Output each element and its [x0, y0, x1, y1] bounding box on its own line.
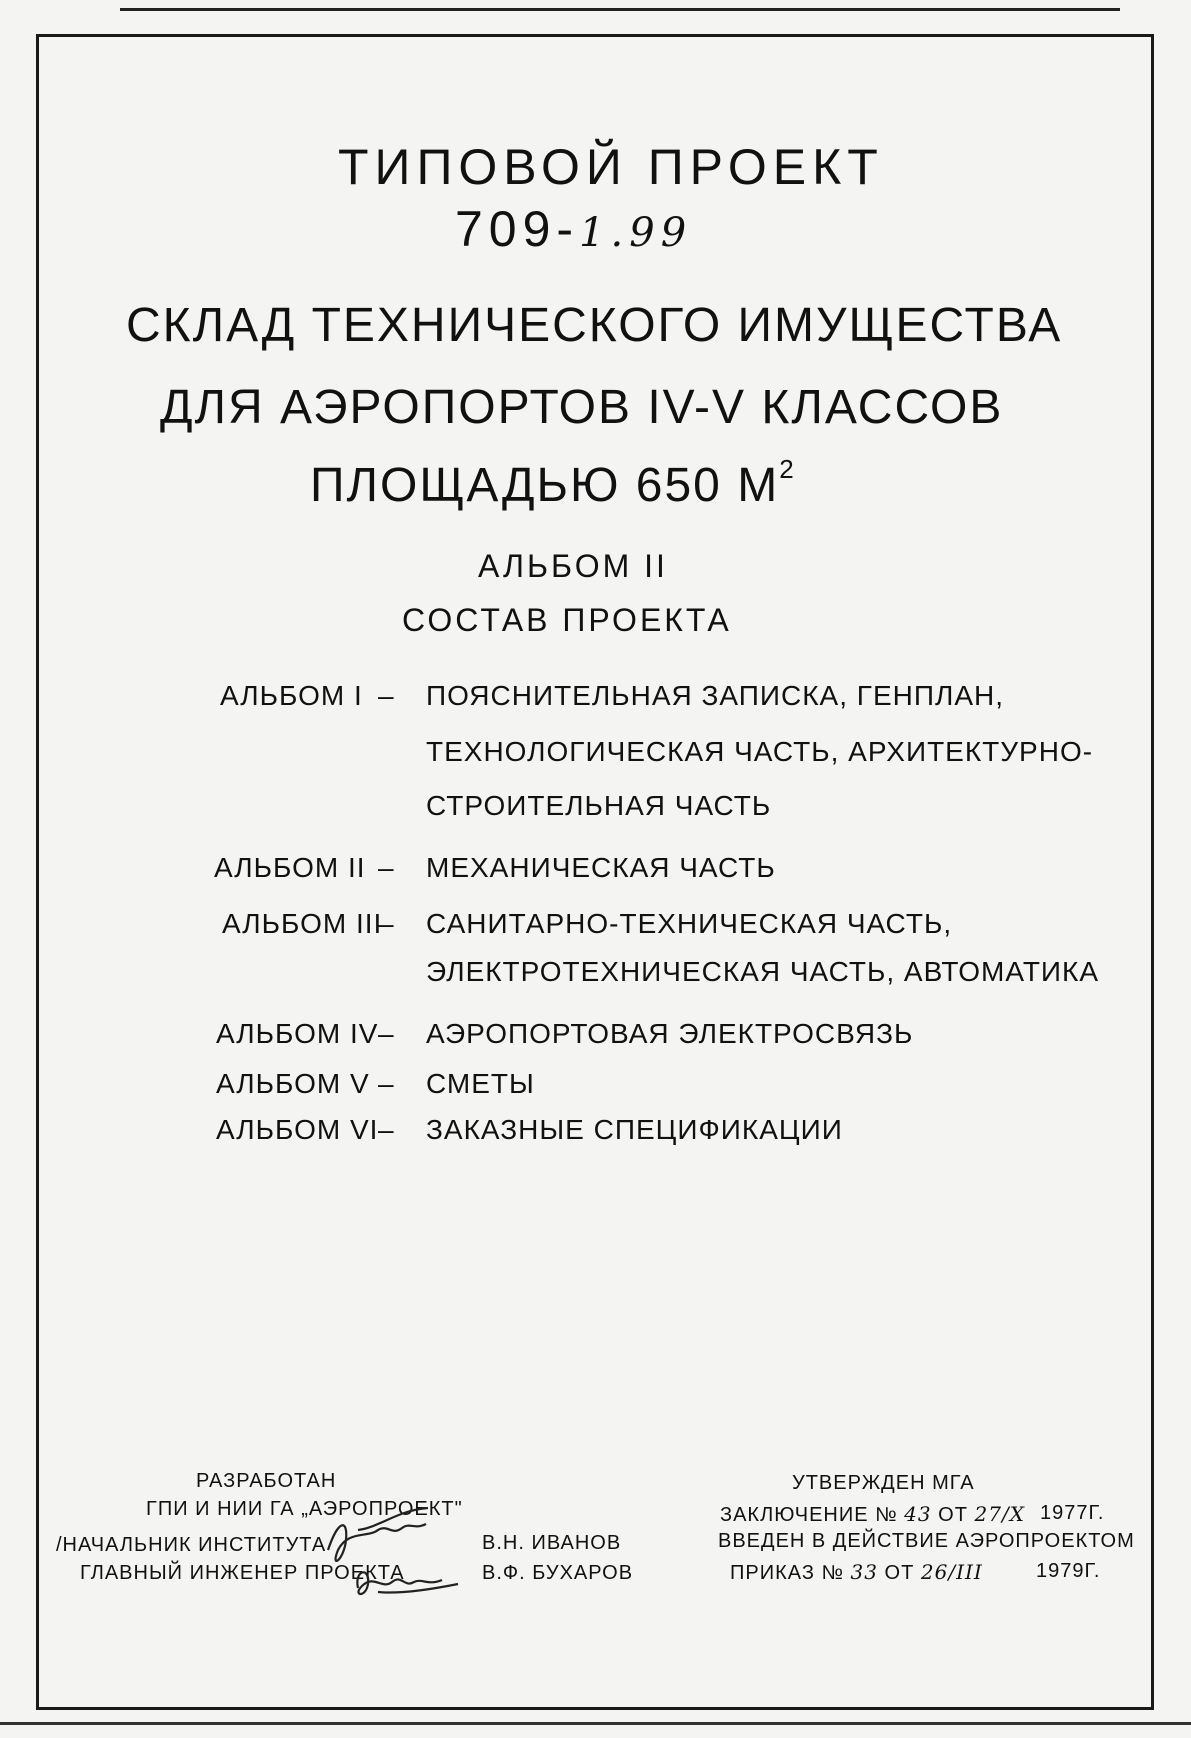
order-date: 26/III: [920, 1560, 983, 1584]
conclusion-line: [720, 1502, 1025, 1527]
order-prefix: ПРИКАЗ №: [730, 1562, 844, 1584]
album-2-label: АЛЬБОМ II: [214, 852, 366, 883]
director-title: /НАЧАЛЬНИК ИНСТИТУТА: [56, 1534, 327, 1556]
project-number-printed: 709-: [455, 201, 580, 257]
order-number: 33: [850, 1560, 878, 1584]
album-3-dash: –: [378, 908, 395, 939]
chief-engineer-title: ГЛАВНЫЙ ИНЖЕНЕР ПРОЕКТА: [80, 1562, 405, 1584]
album-1-label: АЛЬБОМ I: [220, 680, 363, 711]
director-name: В.Н. ИВАНОВ: [482, 1532, 622, 1554]
developed-by-label: РАЗРАБОТАН: [196, 1470, 337, 1492]
conclusion-number: 43: [904, 1502, 932, 1526]
approved-by-label: УТВЕРЖДЕН МГА: [792, 1472, 975, 1494]
album-1-line-3: СТРОИТЕЛЬНАЯ ЧАСТЬ: [426, 790, 772, 821]
main-title-area: ПЛОЩАДЬЮ 650 М: [310, 459, 780, 512]
conclusion-prefix: ЗАКЛЮЧЕНИЕ №: [720, 1504, 898, 1526]
developer-organization: ГПИ И НИИ ГА „АЭРОПРОЕКТ": [146, 1498, 463, 1520]
main-title-superscript: 2: [779, 454, 796, 484]
album-1-dash: –: [378, 680, 395, 711]
album-2-dash: –: [378, 852, 395, 883]
album-4-label: АЛЬБОМ IV: [216, 1018, 379, 1049]
chief-engineer-name: В.Ф. БУХАРОВ: [482, 1562, 634, 1584]
album-5-dash: –: [378, 1068, 395, 1099]
album-6-line-1: ЗАКАЗНЫЕ СПЕЦИФИКАЦИИ: [426, 1114, 843, 1145]
album-1-line-1: ПОЯСНИТЕЛЬНАЯ ЗАПИСКА, ГЕНПЛАН,: [426, 680, 1005, 711]
album-4-line-1: АЭРОПОРТОВАЯ ЭЛЕКТРОСВЯЗЬ: [426, 1018, 914, 1049]
album-2-line-1: МЕХАНИЧЕСКАЯ ЧАСТЬ: [426, 852, 776, 883]
conclusion-year: 1977Г.: [1040, 1502, 1105, 1524]
album-6-label: АЛЬБОМ VI: [216, 1114, 379, 1145]
conclusion-from: ОТ: [938, 1504, 968, 1526]
signatures: [318, 1500, 478, 1610]
chief-engineer-signature: [357, 1572, 458, 1594]
order-year: 1979Г.: [1036, 1560, 1101, 1582]
album-3-label: АЛЬБОМ III: [222, 908, 383, 939]
project-number-handwritten: 1.99: [579, 210, 693, 256]
main-title-line-2: ДЛЯ АЭРОПОРТОВ IV-V КЛАССОВ: [160, 381, 1004, 434]
album-5-label: АЛЬБОМ V: [216, 1068, 370, 1099]
order-line: [730, 1560, 983, 1585]
scan-top-edge: [120, 8, 1120, 11]
album-3-line-1: САНИТАРНО-ТЕХНИЧЕСКАЯ ЧАСТЬ,: [426, 908, 953, 939]
album-label: АЛЬБОМ II: [478, 548, 668, 584]
album-1-line-2: ТЕХНОЛОГИЧЕСКАЯ ЧАСТЬ, АРХИТЕКТУРНО-: [426, 736, 1094, 767]
album-4-dash: –: [378, 1018, 395, 1049]
conclusion-date: 27/X: [974, 1502, 1025, 1526]
scan-bottom-edge: [0, 1722, 1191, 1725]
main-title-line-1: СКЛАД ТЕХНИЧЕСКОГО ИМУЩЕСТВА: [126, 299, 1063, 352]
enacted-text: ВВЕДЕН В ДЕЙСТВИЕ АЭРОПРОЕКТОМ: [718, 1530, 1135, 1552]
order-from: ОТ: [884, 1562, 915, 1584]
director-signature: [328, 1508, 428, 1561]
album-5-line-1: СМЕТЫ: [426, 1068, 535, 1099]
album-6-dash: –: [378, 1114, 395, 1145]
main-title-line-3: [310, 454, 796, 513]
album-3-line-2: ЭЛЕКТРОТЕХНИЧЕСКАЯ ЧАСТЬ, АВТОМАТИКА: [426, 956, 1100, 987]
composition-heading: СОСТАВ ПРОЕКТА: [402, 602, 732, 638]
project-number: [455, 200, 692, 258]
title-typical-project: ТИПОВОЙ ПРОЕКТ: [338, 139, 884, 195]
